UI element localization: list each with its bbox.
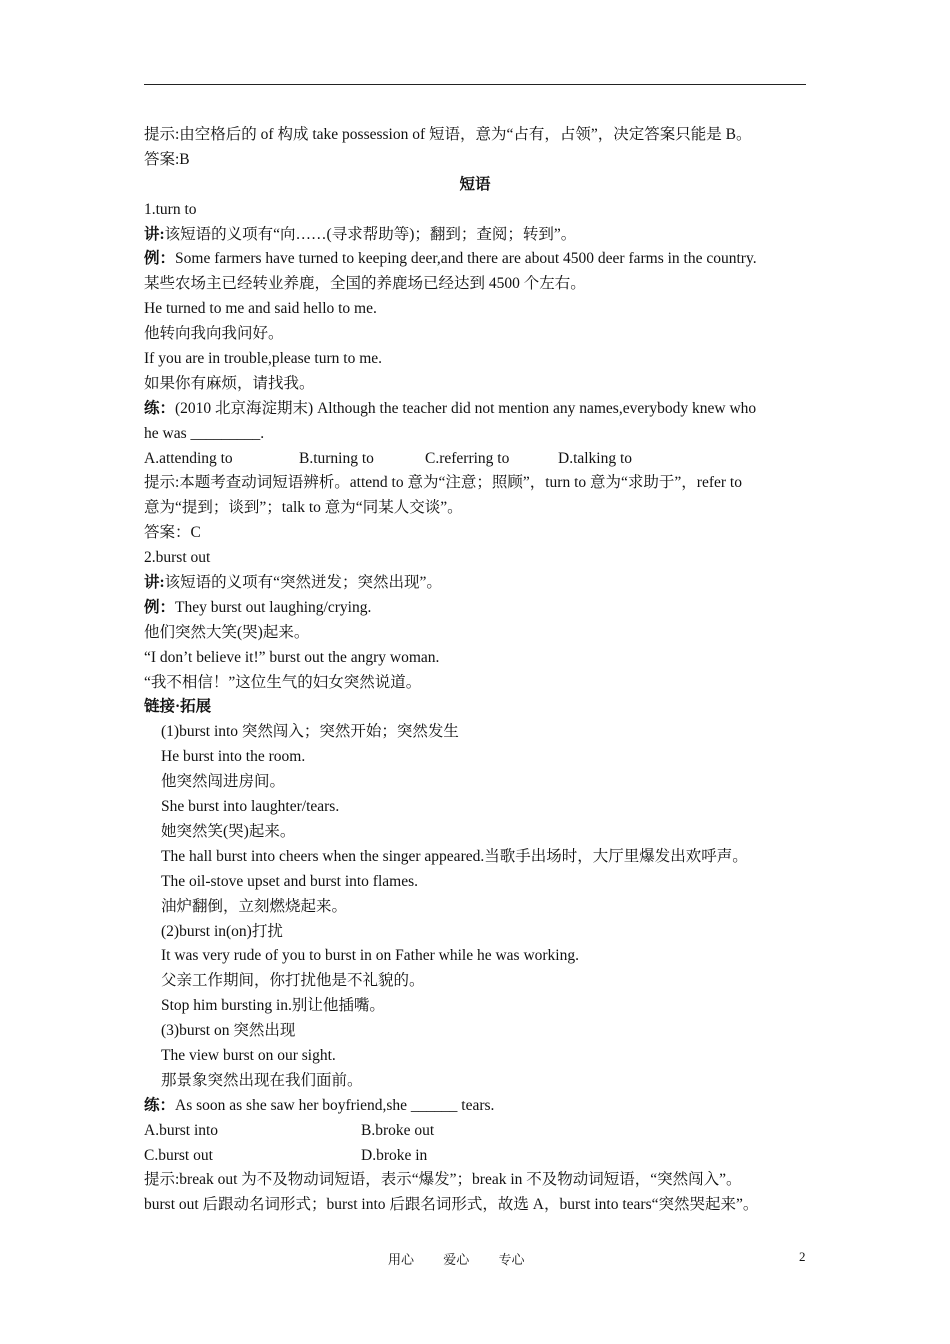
- exercise-label: 练：: [144, 399, 176, 417]
- phrase-heading: 1.turn to: [144, 200, 197, 218]
- example-label: 例：: [144, 250, 176, 268]
- phrase-heading: 2.burst out: [144, 549, 211, 567]
- page-number: 2: [799, 1249, 806, 1264]
- extension-line: 父亲工作期间，你打扰他是不礼貌的。: [161, 972, 425, 990]
- option-b: B.broke out: [361, 1121, 435, 1139]
- hint-line: 提示:break out 为不及物动词短语，表示“爆发”；break in 不及物动词短语，“突然闯入”。: [144, 1171, 742, 1189]
- extension-line: He burst into the room.: [161, 748, 306, 766]
- example-en: They burst out laughing/crying.: [175, 598, 372, 616]
- option-c: C.burst out: [144, 1146, 213, 1164]
- extension-line: The oil-stove upset and burst into flames.: [161, 872, 418, 890]
- option-c: C.referring to: [425, 449, 510, 467]
- section-title: 短语: [459, 175, 491, 193]
- extension-line: (3)burst on 突然出现: [161, 1022, 296, 1040]
- example-en: “I don’t believe it!” burst out the angry woman.: [144, 648, 440, 666]
- explanation-line: [144, 223, 824, 248]
- extension-line: 那景象突然出现在我们面前。: [161, 1071, 363, 1089]
- example-zh: 他转向我向我问好。: [144, 325, 284, 343]
- example-zh: 他们突然大笑(哭)起来。: [144, 623, 310, 641]
- extension-line: 油炉翻倒，立刻燃烧起来。: [161, 897, 348, 915]
- header-rule: [144, 84, 806, 85]
- explanation-label: 讲:: [144, 574, 165, 592]
- hint-line: 提示:本题考查动词短语辨析。attend to 意为“注意；照顾”，turn to 意为“求助于”，refer to: [144, 474, 742, 492]
- exercise-question: (2010 北京海淀期末) Although the teacher did not mention any names,everybody knew who: [175, 399, 757, 417]
- option-d: D.talking to: [558, 449, 633, 467]
- example-zh: “我不相信！”这位生气的妇女突然说道。: [144, 673, 422, 691]
- footer-word: 用心: [388, 1252, 415, 1267]
- exercise-question-cont: he was _________.: [144, 424, 265, 442]
- example-zh: 如果你有麻烦，请找我。: [144, 374, 315, 392]
- option-a: A.burst into: [144, 1121, 219, 1139]
- explanation-label: 讲:: [144, 225, 165, 243]
- extension-line: 她突然笑(哭)起来。: [161, 822, 296, 840]
- extension-line: The hall burst into cheers when the singer appeared.当歌手出场时，大厅里爆发出欢呼声。: [161, 847, 748, 865]
- hint-line: burst out 后跟动名词形式；burst into 后跟名词形式，故选 A，burst into tears“突然哭起来”。: [144, 1196, 759, 1214]
- hint-text: 提示:由空格后的 of 构成 take possession of 短语，意为“占有，占领”，决定答案只能是 B。: [144, 126, 752, 143]
- explanation-text: 该短语的义项有“突然迸发；突然出现”。: [164, 574, 442, 592]
- explanation-line: [144, 571, 824, 596]
- example-label: 例：: [144, 598, 176, 616]
- extension-line: She burst into laughter/tears.: [161, 798, 340, 816]
- exercise-options-row2: [144, 1144, 824, 1169]
- extension-line: 他突然闯进房间。: [161, 773, 286, 791]
- example-en: If you are in trouble,please turn to me.: [144, 350, 383, 368]
- link-extension-title: 链接·拓展: [144, 698, 212, 716]
- explanation-text: 该短语的义项有“向……(寻求帮助等)；翻到；查阅；转到”。: [164, 225, 577, 243]
- option-a: A.attending to: [144, 449, 233, 467]
- extension-line: The view burst on our sight.: [161, 1046, 336, 1064]
- example-line: [144, 247, 824, 272]
- footer-slogan: [388, 1249, 551, 1268]
- answer-text: 答案：C: [144, 524, 201, 542]
- exercise-options-row1: [144, 1119, 824, 1144]
- footer-word: 专心: [498, 1252, 525, 1267]
- example-en: Some farmers have turned to keeping deer,and there are about 4500 deer farms in the country.: [175, 250, 757, 268]
- option-d: D.broke in: [361, 1146, 428, 1164]
- exercise-line: [144, 1094, 824, 1119]
- extension-line: (1)burst into 突然闯入；突然开始；突然发生: [161, 723, 459, 741]
- hint-line: 意为“提到；谈到”；talk to 意为“同某人交谈”。: [144, 499, 463, 517]
- footer-word: 爱心: [443, 1252, 470, 1267]
- example-en: He turned to me and said hello to me.: [144, 300, 377, 318]
- extension-line: Stop him bursting in.别让他插嘴。: [161, 997, 385, 1015]
- link-extension-label: [144, 695, 824, 720]
- document-body: [144, 123, 824, 1218]
- example-zh: 某些农场主已经转业养鹿，全国的养鹿场已经达到 4500 个左右。: [144, 275, 586, 293]
- extension-line: (2)burst in(on)打扰: [161, 922, 283, 940]
- exercise-options: [144, 447, 824, 472]
- exercise-question: As soon as she saw her boyfriend,she ______ tears.: [175, 1096, 495, 1114]
- exercise-line: [144, 397, 824, 422]
- answer-text: 答案:B: [144, 150, 190, 168]
- exercise-label: 练：: [144, 1096, 176, 1114]
- example-line: [144, 596, 824, 621]
- option-b: B.turning to: [299, 449, 374, 467]
- extension-line: It was very rude of you to burst in on Father while he was working.: [161, 947, 579, 965]
